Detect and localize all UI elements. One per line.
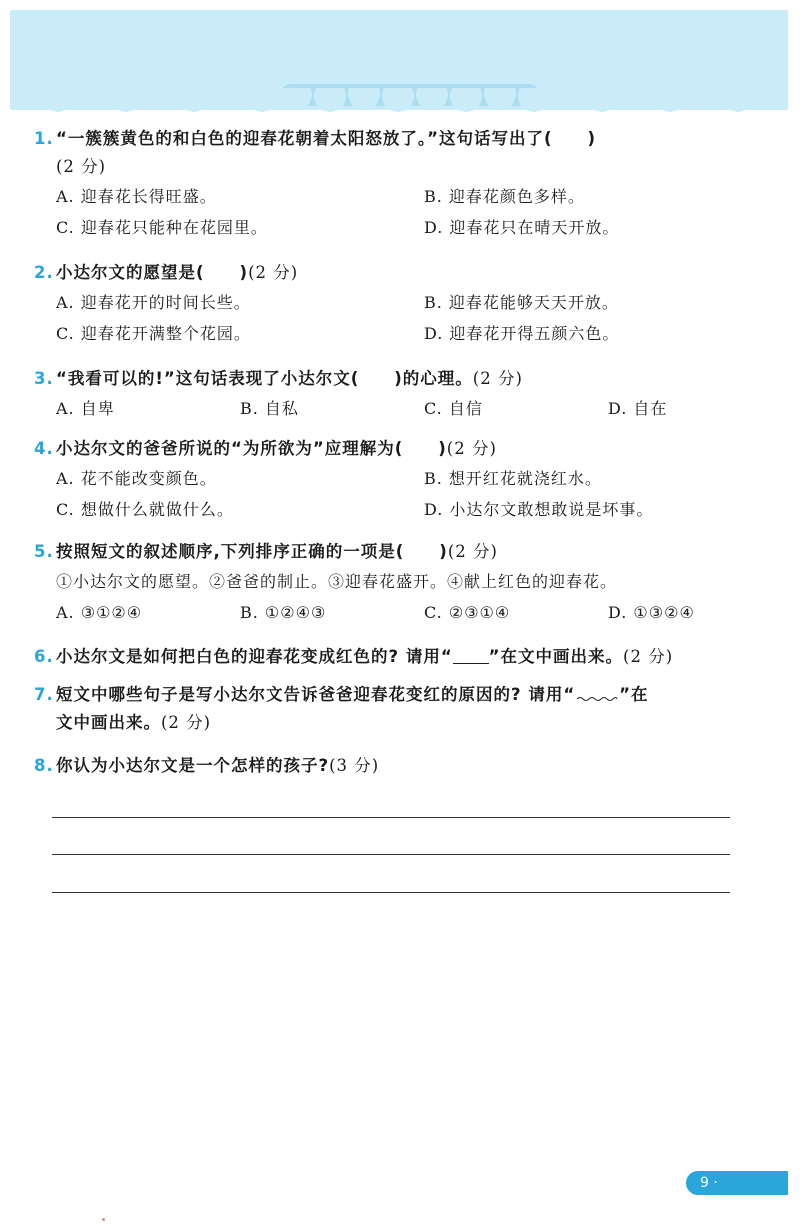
question-number: 6. [34, 647, 54, 666]
option-a[interactable]: A. ③①②④ [56, 603, 143, 622]
question-7 [34, 681, 744, 737]
question-text-after: ”在文中画出来。 [488, 647, 624, 666]
question-points: (3 分) [329, 756, 380, 775]
option-a[interactable]: A. 花不能改变颜色。 [56, 469, 217, 488]
question-number: 2. [34, 263, 54, 282]
question-text-after: ”在 [619, 685, 649, 704]
option-a[interactable]: A. 自卑 [56, 399, 115, 418]
question-6 [34, 643, 744, 671]
question-1 [34, 125, 744, 243]
question-points: (2 分) [248, 263, 299, 282]
option-c[interactable]: C. 自信 [424, 399, 483, 418]
page-number-tab [686, 1171, 788, 1195]
question-text: 小达尔文的爸爸所说的“为所欲为”应理解为( ) [56, 439, 447, 458]
option-d[interactable]: D. 迎春花只在晴天开放。 [424, 218, 620, 237]
answer-line-1[interactable] [52, 817, 730, 818]
scan-speck [102, 1218, 105, 1221]
question-number: 8. [34, 756, 54, 775]
option-d[interactable]: D. 迎春花开得五颜六色。 [424, 324, 620, 343]
option-b[interactable]: B. 迎春花颜色多样。 [424, 187, 585, 206]
option-b[interactable]: B. 迎春花能够天天开放。 [424, 293, 619, 312]
question-points: (2 分) [56, 157, 107, 176]
option-b[interactable]: B. 自私 [240, 399, 299, 418]
option-c[interactable]: C. 迎春花开满整个花园。 [56, 324, 251, 343]
question-number: 5. [34, 542, 54, 561]
option-c[interactable]: C. 迎春花只能种在花园里。 [56, 218, 268, 237]
question-number: 3. [34, 369, 54, 388]
page-number: 9 · [700, 1175, 718, 1191]
question-text-before: 短文中哪些句子是写小达尔文告诉爸爸迎春花变红的原因的? 请用“ [56, 685, 576, 704]
question-text: 按照短文的叙述顺序,下列排序正确的一项是( ) [56, 542, 448, 561]
option-a[interactable]: A. 迎春花开的时间长些。 [56, 293, 251, 312]
question-points: (2 分) [161, 713, 212, 732]
question-number: 7. [34, 685, 54, 704]
sequence-items: ①小达尔文的愿望。②爸爸的制止。③迎春花盛开。④献上红色的迎春花。 [56, 572, 618, 591]
option-d[interactable]: D. 小达尔文敢想敢说是坏事。 [424, 500, 654, 519]
wavy-underline-mark [575, 684, 619, 702]
option-b[interactable]: B. 想开红花就浇红水。 [424, 469, 602, 488]
question-text-cont: 文中画出来。 [56, 713, 161, 732]
option-c[interactable]: C. 想做什么就做什么。 [56, 500, 234, 519]
option-d[interactable]: D. ①③②④ [608, 603, 695, 622]
option-a[interactable]: A. 迎春花长得旺盛。 [56, 187, 217, 206]
answer-line-3[interactable] [52, 892, 730, 893]
banner-scalloped-edge [10, 88, 788, 118]
question-text: 小达尔文的愿望是( ) [56, 263, 249, 282]
question-number: 4. [34, 439, 54, 458]
question-2 [34, 259, 744, 349]
option-d[interactable]: D. 自在 [608, 399, 668, 418]
question-text: “我看可以的!”这句话表现了小达尔文( )的心理。 [56, 369, 473, 388]
question-text-before: 小达尔文是如何把白色的迎春花变成红色的? 请用“ [56, 647, 453, 666]
question-3 [34, 365, 744, 424]
option-c[interactable]: C. ②③①④ [424, 603, 511, 622]
question-8 [34, 752, 744, 780]
question-5 [34, 538, 744, 628]
question-points: (2 分) [623, 647, 674, 666]
question-text: 你认为小达尔文是一个怎样的孩子? [56, 756, 330, 775]
option-b[interactable]: B. ①②④③ [240, 603, 327, 622]
question-points: (2 分) [446, 439, 497, 458]
question-number: 1. [34, 129, 54, 148]
question-points: (2 分) [447, 542, 498, 561]
question-points: (2 分) [472, 369, 523, 388]
answer-line-2[interactable] [52, 854, 730, 855]
question-4 [34, 435, 744, 525]
straight-underline-mark [453, 645, 489, 664]
question-text: “一簇簇黄色的和白色的迎春花朝着太阳怒放了。”这句话写出了( ) [56, 129, 597, 148]
